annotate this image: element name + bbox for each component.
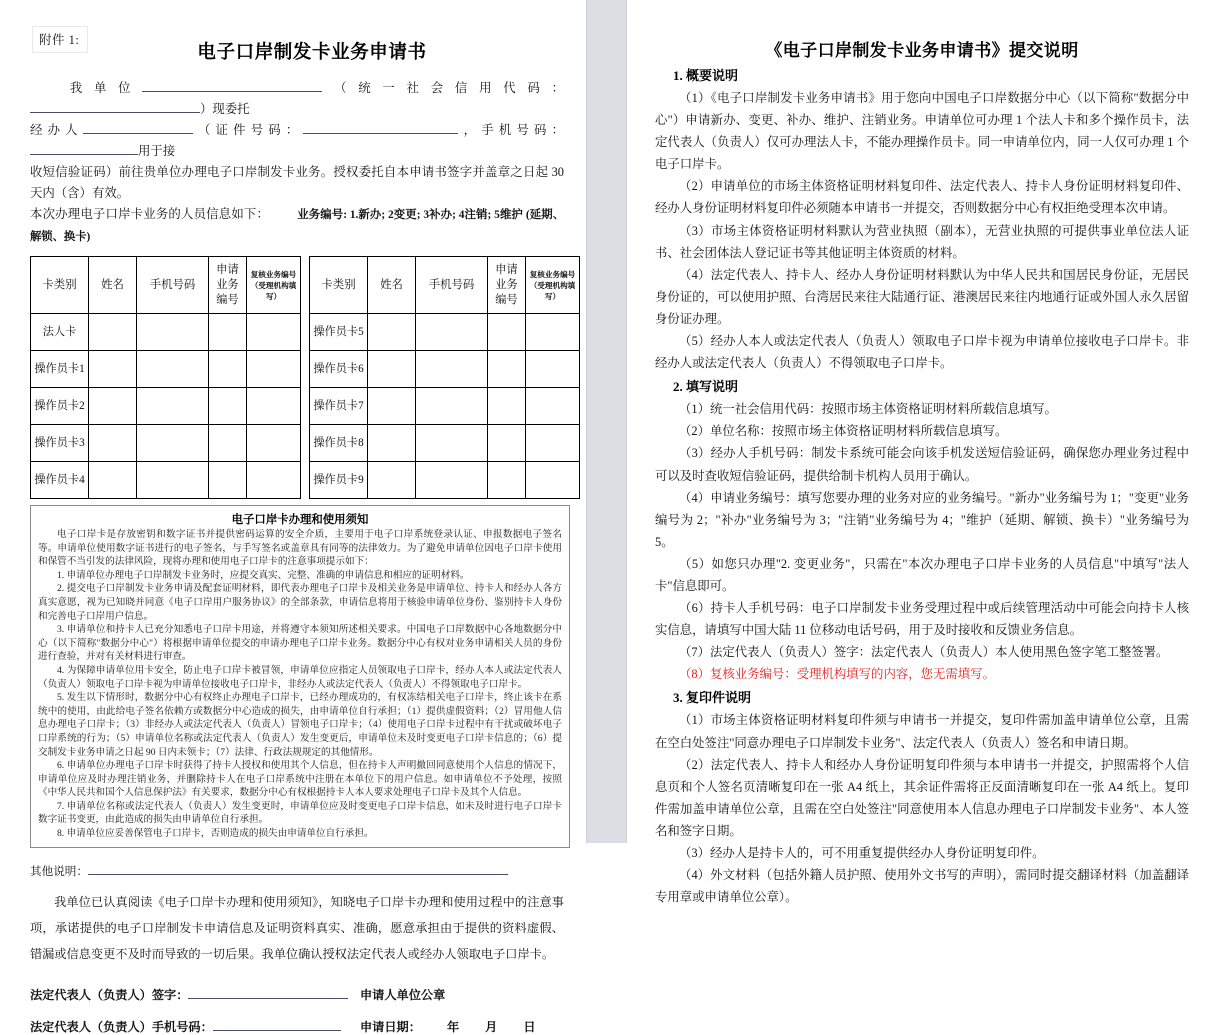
page-left — [0, 0, 586, 1034]
col-review-line-1: 复核业务编号 — [529, 269, 576, 279]
col-phone: 手机号码 — [137, 257, 209, 314]
copies-item-3: （3）经办人是持卡人的，可不用重复提供经办人身份证明复印件。 — [679, 846, 1045, 860]
phone-date-row — [30, 1017, 564, 1035]
field-legal-rep-phone[interactable] — [213, 1017, 341, 1031]
notice-item-5: 5. 发生以下情形时，数据分中心有权终止办理电子口岸卡，已经办理成功的，有权冻结相关电子口岸卡，终止该卡在系统中的使用，由此给电子签名依赖方或数据分中心造成的损失，由申请单位自行承担；（1）提供虚假资料；（2）冒用他人信息办理电子口岸卡；（3）非经办人或法定代表人（负责人）冒领电子口岸卡；（4）使用电子口岸卡过程中有干扰或破坏电子口岸系统的行为；（5）申请单位名称或法定代表人（负责人）发生变更后，申请单位未及时变更电子口岸卡信息的；（6）提交制发卡业务申请之日起 90 日内未领卡；（7）法律、行政法规规定的其他情形。 — [38, 692, 562, 758]
card-table-left — [30, 256, 301, 499]
row-label: 操作员卡4 — [31, 462, 89, 499]
filling-item-2: （2）单位名称：按照市场主体资格证明材料所载信息填写。 — [679, 424, 1008, 439]
card-tables — [30, 256, 576, 499]
copies-item-1: （1）市场主体资格证明材料复印件须与申请书一并提交，复印件需加盖申请单位公章，且需在空白处签注"同意办理电子口岸制发卡业务"、法定代表人（负责人）签名和申请日期。 — [655, 713, 1189, 750]
cell-name[interactable] — [368, 314, 416, 351]
table-row — [31, 388, 301, 425]
cell-name[interactable] — [89, 462, 137, 499]
cell-name[interactable] — [368, 351, 416, 388]
col-apply-line-1: 申请 — [216, 263, 239, 276]
cell-apply-no[interactable] — [488, 351, 526, 388]
legal-rep-signature-field — [30, 985, 360, 1003]
cell-phone[interactable] — [416, 425, 488, 462]
section-copies — [655, 687, 1189, 908]
col-apply-business-no — [488, 257, 526, 314]
row-label: 操作员卡9 — [310, 462, 368, 499]
col-review-line-2: （受理机构填写） — [250, 280, 297, 301]
col-apply-line-2: 业务 — [495, 278, 518, 291]
notice-intro: 电子口岸卡是存放密钥和数字证书并提供密码运算的安全介质，主要用于电子口岸系统登录认证、申报数据电子签名等。申请单位使用数字证书进行的电子签名，与手写签名或盖章具有同等的法律效力。为了避免申请单位因电子口岸卡使用和保管不当引发的法律风险，现将办理和使用电子口岸卡的注意事项提示如下： — [38, 529, 562, 568]
row-label: 操作员卡8 — [310, 425, 368, 462]
intro-line-1 — [30, 78, 564, 120]
card-table-left-body — [31, 314, 301, 499]
table-row — [310, 425, 580, 462]
notice-item-8: 8. 申请单位应妥善保管电子口岸卡，否则造成的损失由申请单位自行承担。 — [57, 828, 374, 840]
row-label: 操作员卡2 — [31, 388, 89, 425]
row-label: 操作员卡3 — [31, 425, 89, 462]
col-apply-line-3: 编号 — [216, 293, 239, 306]
filling-item-4: （4）申请业务编号：填写您要办理的业务对应的业务编号。"新办"业务编号为 1；"变更"业务编号为 2；"补办"业务编号为 3；"注销"业务编号为 4；"维护（延期、解锁、换卡）"业务编号为 5。 — [655, 490, 1189, 549]
notice-item-4: 4. 为保障申请单位用卡安全，防止电子口岸卡被冒领，申请单位应指定人员领取电子口岸卡，经办人本人或法定代表人（负责人）领取电子口岸卡视为申请单位接收电子口岸卡，非经办人或法定代表人（负责人）不得领取电子口岸卡。 — [38, 664, 562, 690]
field-agent-id[interactable] — [303, 120, 458, 134]
legal-rep-signature-label: 法定代表人（负责人）签字： — [30, 987, 189, 1002]
col-review-line-1: 复核业务编号 — [250, 269, 297, 279]
declaration-text: 我单位已认真阅读《电子口岸卡办理和使用须知》，知晓电子口岸卡办理和使用过程中的注意事项，承诺提供的电子口岸制发卡申请信息及证明资料真实、准确，愿意承担由于提供的资料虚假、错漏或信息变更不及时而导致的一切后果。我单位确认授权法定代表人或经办人领取电子口岸卡。 — [30, 894, 564, 961]
intro-label-entrust: ）现委托 — [200, 102, 250, 116]
col-card-type: 卡类别 — [310, 257, 368, 314]
cell-name[interactable] — [89, 314, 137, 351]
copies-item-4: （4）外文材料（包括外籍人员护照、使用外文书写的声明），需同时提交翻译材料（加盖翻译专用章或申请单位公章）。 — [655, 868, 1189, 905]
intro-label-agent: 经办人 — [30, 123, 83, 137]
page-title: 电子口岸制发卡业务申请书 — [197, 43, 427, 63]
notice-box — [30, 505, 570, 848]
cell-name[interactable] — [368, 462, 416, 499]
intro-label-phone: ，手机号码： — [458, 123, 565, 137]
col-card-type: 卡类别 — [31, 257, 89, 314]
cell-name[interactable] — [89, 425, 137, 462]
filling-item-1: （1）统一社会信用代码：按照市场主体资格证明材料所载信息填写。 — [679, 402, 1057, 417]
table-row — [31, 462, 301, 499]
cell-name[interactable] — [89, 388, 137, 425]
filling-item-8-highlighted: （8）复核业务编号：受理机构填写的内容，您无需填写。 — [679, 667, 995, 682]
field-agent-name[interactable] — [83, 120, 193, 134]
table-row — [310, 462, 580, 499]
field-credit-code[interactable] — [30, 99, 200, 113]
notice-item-2: 2. 提交电子口岸制发卡业务申请及配套证明材料，即代表办理电子口岸卡及相关业务是申请单位、持卡人和经办人各方真实意愿，视为已知晓并同意《电子口岸用户服务协议》的全部条款，申请信息将用于核验申请单位身份、鉴别持卡人身份和完善电子口岸用户信息。 — [38, 583, 562, 622]
cell-phone[interactable] — [137, 314, 209, 351]
field-other-note[interactable] — [88, 861, 508, 875]
intro-label-id-no: （证件号码： — [192, 123, 304, 137]
intro-line-3: 收短信验证码）前往贵单位办理电子口岸制发卡业务。授权委托自本申请书签字并盖章之日起 30 天内（含）有效。 — [30, 165, 564, 200]
cell-apply-no[interactable] — [209, 388, 247, 425]
cell-apply-no[interactable] — [488, 425, 526, 462]
date-year-label: 年 — [446, 1019, 460, 1034]
cell-phone[interactable] — [137, 425, 209, 462]
notice-item-6: 6. 申请单位办理电子口岸卡时获得了持卡人授权和使用其个人信息，但在持卡人声明撤回同意使用个人信息的情况下，申请单位应及时办理注销业务，并删除持卡人在电子口岸系统中注册在本单位下的用户信息。如申请单位不予处理，按照《中华人民共和国个人信息保护法》有关要求，数据分中心有权根据持卡人本人要求处理电子口岸卡及其个人信息。 — [38, 760, 562, 799]
signature-row — [30, 985, 564, 1003]
col-apply-line-1: 申请 — [495, 263, 518, 276]
notice-item-7: 7. 申请单位名称或法定代表人（负责人）发生变更时，申请单位应及时变更电子口岸卡信息，如未及时进行电子口岸卡数字证书变更，由此造成的损失由申请单位自行承担。 — [38, 800, 562, 826]
intro-line-4 — [30, 204, 564, 248]
other-note-row — [30, 861, 564, 879]
row-label: 操作员卡5 — [310, 314, 368, 351]
business-code-legend: 业务编号: 1.新办; 2变更; 3补办; 4注销; 5维护 (延期、解锁、换卡) — [30, 209, 565, 243]
row-label: 操作员卡7 — [310, 388, 368, 425]
section-heading-copies: 3. 复印件说明 — [673, 690, 752, 706]
cell-review-no[interactable] — [247, 462, 301, 499]
row-label: 操作员卡6 — [310, 351, 368, 388]
notice-item-3: 3. 申请单位和持卡人已充分知悉电子口岸卡用途，并将遵守本须知所述相关要求。中国电子口岸数据中心各地数据分中心（以下简称"数据分中心"）将根据申请单位提交的申请办理电子口岸卡业务。数据分中心有权对业务申请相关人员的身份进行查验，并对有关材料进行审查。 — [38, 624, 562, 663]
notice-title: 电子口岸卡办理和使用须知 — [231, 514, 369, 526]
filling-item-3: （3）经办人手机号码：制发卡系统可能会向该手机发送短信验证码，确保您办理业务过程中可以及时查收短信验证码，提供给制卡机构人员用于确认。 — [655, 446, 1189, 483]
cell-apply-no[interactable] — [209, 314, 247, 351]
section-heading-filling: 2. 填写说明 — [673, 379, 739, 395]
application-date-label: 申请日期： — [360, 1019, 421, 1034]
overview-item-4: （4）法定代表人、持卡人、经办人身份证明材料默认为中华人民共和国居民身份证，无居民身份证的，可以使用护照、台湾居民来往大陆通行证、港澳居民来往内地通行证或外国人永久居留身份证办理。 — [655, 267, 1189, 326]
col-apply-business-no — [209, 257, 247, 314]
table-header-row — [31, 257, 301, 314]
copies-item-2: （2）法定代表人、持卡人和经办人身份证明复印件须与本申请书一并提交，护照需将个人信息页和个人签名页清晰复印在一张 A4 纸上，其余证件需将正反面清晰复印在一张 A4 纸上。复印件需加盖申请单位公章，且需在空白处签注"同意使用本人信息办理电子口岸制发卡业务"、本人签名和签字日期。 — [655, 757, 1189, 838]
field-legal-rep-signature[interactable] — [188, 985, 348, 999]
legal-rep-phone-field — [30, 1017, 360, 1035]
cell-phone[interactable] — [416, 462, 488, 499]
cell-apply-no[interactable] — [488, 314, 526, 351]
section-heading-overview: 1. 概要说明 — [673, 68, 739, 83]
filling-item-6: （6）持卡人手机号码：电子口岸制发卡业务受理过程中或后续管理活动中可能会向持卡人核实信息，请填写中国大陆 11 位移动电话号码，用于及时接收和反馈业务信息。 — [655, 601, 1189, 638]
cell-phone[interactable] — [137, 351, 209, 388]
col-name: 姓名 — [368, 257, 416, 314]
cell-name[interactable] — [368, 388, 416, 425]
table-row — [310, 314, 580, 351]
table-header-row — [310, 257, 580, 314]
signature-block — [30, 985, 564, 1035]
cell-name[interactable] — [89, 351, 137, 388]
overview-item-3: （3）市场主体资格证明材料默认为营业执照（副本），无营业执照的可提供事业单位法人证书、社会团体法人登记证书等其他证明主体资质的材料。 — [655, 223, 1189, 260]
page-gutter — [586, 0, 627, 843]
instructions-title: 《电子口岸制发卡业务申请书》提交说明 — [765, 41, 1079, 60]
table-row — [31, 425, 301, 462]
table-row — [31, 351, 301, 388]
declaration-paragraph — [30, 889, 564, 967]
table-row — [310, 388, 580, 425]
date-day-label: 日 — [523, 1019, 536, 1034]
cell-phone[interactable] — [416, 314, 488, 351]
filling-item-7: （7）法定代表人（负责人）签字：法定代表人（负责人）本人使用黑色签字笔工整签署。 — [679, 645, 1169, 660]
row-label: 法人卡 — [31, 314, 89, 351]
cell-phone[interactable] — [416, 351, 488, 388]
overview-item-5: （5）经办人本人或法定代表人（负责人）领取电子口岸卡视为申请单位接收电子口岸卡。非经办人或法定代表人（负责人）不得领取电子口岸卡。 — [655, 334, 1189, 371]
col-apply-line-2: 业务 — [216, 278, 239, 291]
col-name: 姓名 — [89, 257, 137, 314]
date-month-label: 月 — [485, 1019, 498, 1034]
overview-item-1: （1）《电子口岸制发卡业务申请书》用于您向中国电子口岸数据分中心（以下简称"数据分中心"）申请新办、变更、补办、维护、注销业务。申请单位可办理 1 个法人卡和多个操作员卡，法定代表人（负责人）仅可办理法人卡，不能办理操作员卡。同一申请单位内，同一人仅可办理 1 个电子口岸卡。 — [655, 91, 1189, 172]
section-overview — [655, 65, 1189, 374]
cell-review-no[interactable] — [526, 388, 580, 425]
cell-review-no[interactable] — [247, 425, 301, 462]
col-apply-line-3: 编号 — [495, 293, 518, 306]
intro-person-info-label: 本次办理电子口岸卡业务的人员信息如下： — [30, 207, 270, 221]
section-filling — [655, 376, 1189, 685]
cell-phone[interactable] — [137, 462, 209, 499]
intro-label-sms: 用于接 — [138, 144, 176, 158]
cell-review-no[interactable] — [247, 351, 301, 388]
cell-review-no[interactable] — [526, 462, 580, 499]
cell-review-no[interactable] — [526, 314, 580, 351]
cell-review-no[interactable] — [247, 388, 301, 425]
table-row — [31, 314, 301, 351]
table-row — [310, 351, 580, 388]
field-unit-name[interactable] — [142, 78, 322, 92]
field-agent-phone[interactable] — [30, 141, 138, 155]
intro-label-unit: 我单位 — [58, 81, 143, 95]
cell-review-no[interactable] — [526, 425, 580, 462]
cell-apply-no[interactable] — [209, 425, 247, 462]
legal-rep-phone-label: 法定代表人（负责人）手机号码： — [30, 1019, 213, 1034]
col-phone: 手机号码 — [416, 257, 488, 314]
intro-line-2 — [30, 120, 564, 162]
cell-apply-no[interactable] — [209, 462, 247, 499]
page-right — [627, 0, 1213, 905]
card-table-right — [309, 256, 580, 499]
cell-review-no[interactable] — [247, 314, 301, 351]
notice-item-1: 1. 申请单位办理电子口岸制发卡业务时，应提交真实、完整、准确的申请信息和相应的证明材料。 — [57, 569, 470, 581]
intro-paragraph — [30, 78, 564, 248]
intro-label-credit-code: （统一社会信用代码： — [322, 81, 565, 95]
overview-item-2: （2）申请单位的市场主体资格证明材料复印件、法定代表人、持卡人身份证明材料复印件、经办人身份证明材料复印件必须随本申请书一并提交，否则数据分中心有权拒绝受理本次申请。 — [655, 179, 1189, 216]
cell-name[interactable] — [368, 425, 416, 462]
cell-phone[interactable] — [137, 388, 209, 425]
card-table-right-body — [310, 314, 580, 499]
col-review-business-no — [247, 257, 301, 314]
col-review-business-no — [526, 257, 580, 314]
cell-apply-no[interactable] — [488, 462, 526, 499]
attachment-label: 附件 1: — [32, 26, 88, 53]
col-review-line-2: （受理机构填写） — [529, 280, 576, 301]
other-note-label: 其他说明： — [30, 864, 88, 878]
application-date-field — [360, 1018, 536, 1035]
applicant-stamp-label: 申请人单位公章 — [360, 987, 446, 1002]
filling-item-5: （5）如您只办理"2. 变更业务"，只需在"本次办理电子口岸卡业务的人员信息"中填写"法人卡"信息即可。 — [655, 556, 1189, 593]
cell-apply-no[interactable] — [209, 351, 247, 388]
row-label: 操作员卡1 — [31, 351, 89, 388]
cell-phone[interactable] — [416, 388, 488, 425]
cell-apply-no[interactable] — [488, 388, 526, 425]
cell-review-no[interactable] — [526, 351, 580, 388]
